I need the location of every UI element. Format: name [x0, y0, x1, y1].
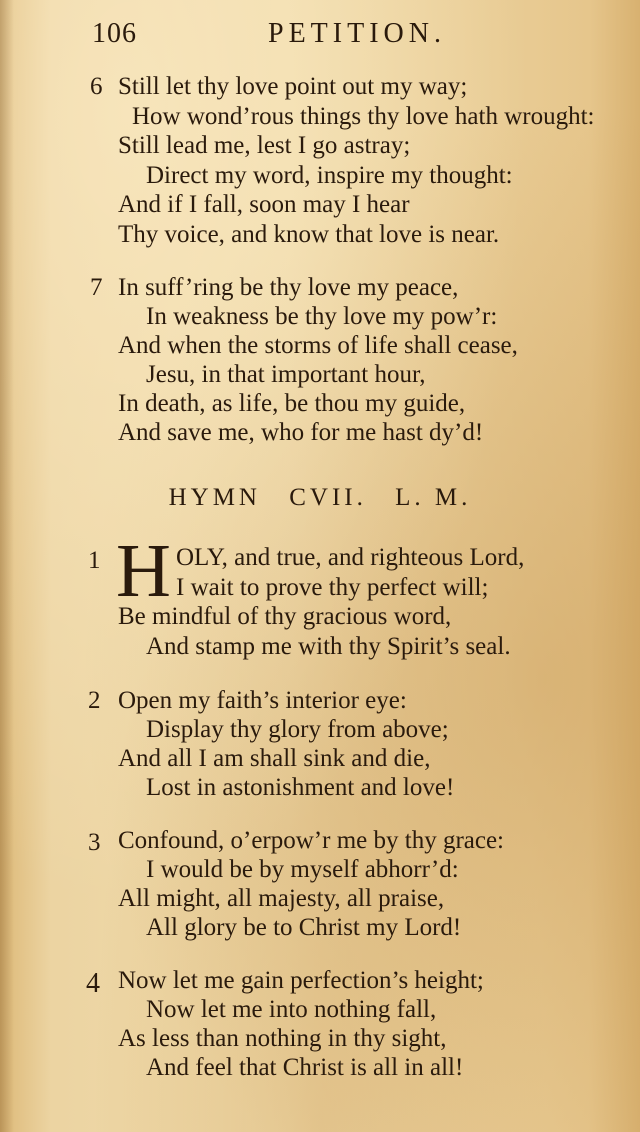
- stanza-number: 6: [90, 73, 103, 100]
- verse-line: In suff’ring be thy love my peace,: [118, 274, 459, 301]
- verse-line: All glory be to Christ my Lord!: [146, 914, 462, 941]
- verse-line: And save me, who for me hast dy’d!: [118, 419, 484, 446]
- hymn-label: HYMN: [168, 484, 261, 511]
- verse-line: How wond’rous things thy love hath wrought:: [132, 103, 595, 130]
- verse-line: Be mindful of thy gracious word,: [118, 603, 452, 630]
- verse-line: Still lead me, lest I go astray;: [118, 132, 411, 159]
- verse-line: Open my faith’s interior eye:: [118, 687, 407, 714]
- verse-line: Jesu, in that important hour,: [146, 361, 426, 388]
- verse-line: And when the storms of life shall cease,: [118, 332, 518, 359]
- verse-line: Lost in astonishment and love!: [146, 774, 455, 801]
- verse-line: Direct my word, inspire my thought:: [146, 162, 513, 189]
- verse-line: In death, as life, be thou my guide,: [118, 390, 466, 417]
- verse-line: Still let thy love point out my way;: [118, 73, 468, 100]
- verse-line: And all I am shall sink and die,: [118, 745, 431, 772]
- verse-line: Now let me into nothing fall,: [146, 996, 437, 1023]
- verse-line: As less than nothing in thy sight,: [118, 1025, 447, 1052]
- page-number: 106: [92, 18, 137, 49]
- verse-line: Confound, o’erpow’r me by thy grace:: [118, 827, 504, 854]
- running-title: PETITION.: [268, 18, 446, 49]
- hymn-heading: [0, 484, 640, 512]
- verse-line: Display thy glory from above;: [146, 716, 449, 743]
- running-head: [0, 16, 640, 56]
- verse-line: And feel that Christ is all in all!: [146, 1054, 464, 1081]
- verse-line: And if I fall, soon may I hear: [118, 191, 410, 218]
- verse-line: Thy voice, and know that love is near.: [118, 221, 500, 248]
- verse-line: In weakness be thy love my pow’r:: [146, 303, 498, 330]
- stanza-number: 1: [88, 547, 101, 574]
- verse-line: I wait to prove thy perfect will;: [176, 574, 489, 601]
- drop-cap: H: [116, 538, 171, 604]
- hymn-number: CVII.: [289, 484, 367, 511]
- stanza-number: 7: [90, 274, 103, 301]
- stanza-number: 3: [88, 829, 101, 856]
- hymn-meter: L. M.: [395, 484, 472, 511]
- verse-line: I would be by myself abhorr’d:: [146, 856, 459, 883]
- verse-line: OLY, and true, and righteous Lord,: [176, 544, 525, 571]
- stanza-number: 2: [88, 687, 101, 714]
- verse-line: Now let me gain perfection’s height;: [118, 967, 484, 994]
- verse-line: And stamp me with thy Spirit’s seal.: [146, 633, 511, 660]
- stanza-number: 4: [86, 968, 100, 999]
- verse-line: All might, all majesty, all praise,: [118, 885, 445, 912]
